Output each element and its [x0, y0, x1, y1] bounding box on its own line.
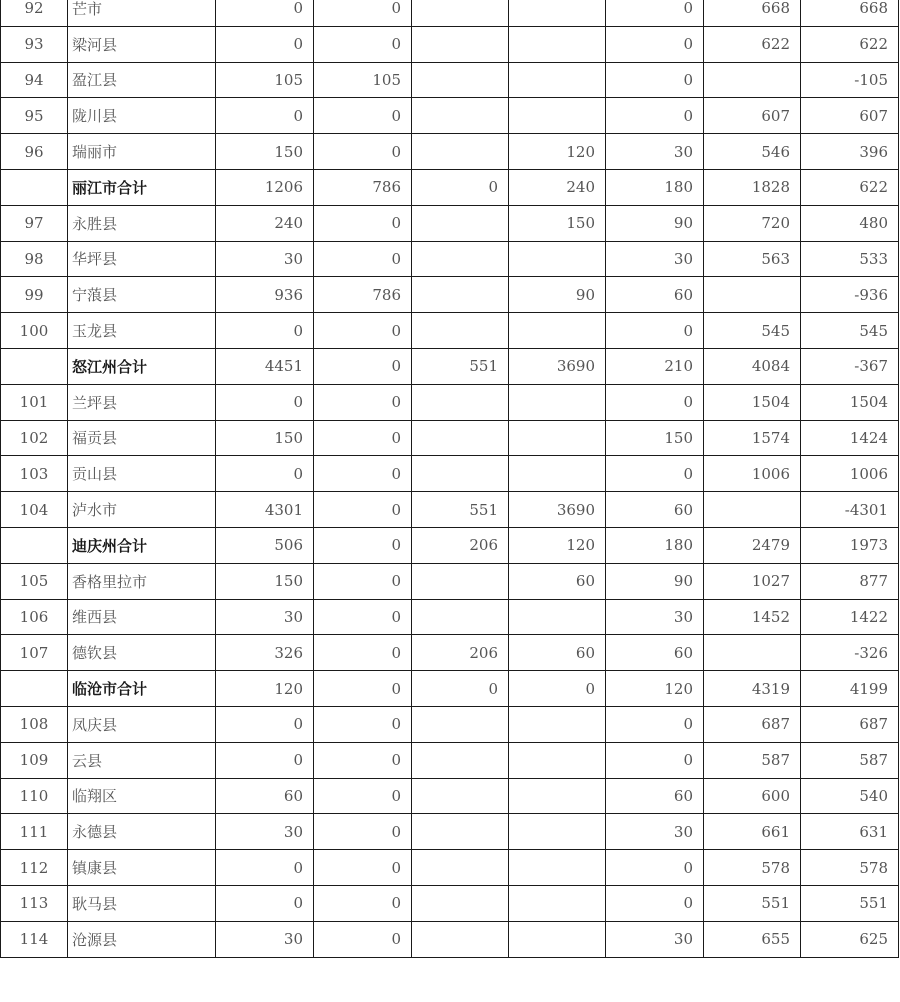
subtotal-row [1, 348, 899, 384]
value-cell: 0 [314, 0, 412, 26]
value-cell: 587 [801, 742, 899, 778]
value-cell: 551 [704, 885, 801, 921]
value-cell: 0 [606, 62, 704, 98]
value-cell: 720 [704, 205, 801, 241]
row-number-cell: 95 [1, 98, 68, 134]
row-number-cell [1, 169, 68, 205]
table-row [1, 599, 899, 635]
value-cell: 150 [216, 420, 314, 456]
subtotal-row [1, 671, 899, 707]
row-number-cell: 99 [1, 277, 68, 313]
row-number-cell: 110 [1, 778, 68, 814]
row-number-cell: 111 [1, 814, 68, 850]
value-cell: 105 [216, 62, 314, 98]
value-cell [509, 0, 606, 26]
value-cell: 120 [216, 671, 314, 707]
value-cell [412, 706, 509, 742]
subtotal-label-cell: 怒江州合计 [68, 348, 216, 384]
value-cell: 0 [412, 671, 509, 707]
value-cell: 563 [704, 241, 801, 277]
subtotal-label-cell: 迪庆州合计 [68, 527, 216, 563]
value-cell: 0 [314, 706, 412, 742]
value-cell [412, 742, 509, 778]
table-row [1, 0, 899, 26]
value-cell: 30 [216, 814, 314, 850]
value-cell: 622 [801, 26, 899, 62]
value-cell: 0 [314, 205, 412, 241]
value-cell: 120 [606, 671, 704, 707]
value-cell: 551 [412, 492, 509, 528]
value-cell: 600 [704, 778, 801, 814]
value-cell: 60 [216, 778, 314, 814]
value-cell: 60 [509, 563, 606, 599]
value-cell [509, 384, 606, 420]
value-cell [509, 98, 606, 134]
county-name-cell: 兰坪县 [68, 384, 216, 420]
value-cell: 60 [606, 778, 704, 814]
value-cell: 936 [216, 277, 314, 313]
value-cell: 0 [509, 671, 606, 707]
county-name-cell: 德钦县 [68, 635, 216, 671]
county-name-cell: 华坪县 [68, 241, 216, 277]
value-cell: 0 [216, 26, 314, 62]
value-cell [509, 456, 606, 492]
value-cell: 0 [216, 706, 314, 742]
value-cell: 0 [314, 563, 412, 599]
value-cell: 0 [314, 599, 412, 635]
value-cell [412, 850, 509, 886]
value-cell: 240 [216, 205, 314, 241]
value-cell: 545 [801, 313, 899, 349]
value-cell: 1828 [704, 169, 801, 205]
value-cell: 180 [606, 527, 704, 563]
value-cell: 0 [314, 492, 412, 528]
value-cell: 396 [801, 134, 899, 170]
value-cell: 0 [314, 384, 412, 420]
county-name-cell: 云县 [68, 742, 216, 778]
value-cell: 0 [314, 456, 412, 492]
value-cell: 0 [606, 313, 704, 349]
value-cell [509, 921, 606, 957]
table-row [1, 205, 899, 241]
value-cell [412, 778, 509, 814]
value-cell: 0 [216, 313, 314, 349]
value-cell [412, 599, 509, 635]
value-cell: 578 [801, 850, 899, 886]
county-name-cell: 维西县 [68, 599, 216, 635]
value-cell: 150 [509, 205, 606, 241]
row-number-cell [1, 348, 68, 384]
table-body [1, 0, 899, 957]
value-cell: 625 [801, 921, 899, 957]
value-cell: 210 [606, 348, 704, 384]
value-cell: 90 [606, 205, 704, 241]
value-cell: 622 [704, 26, 801, 62]
value-cell: 1574 [704, 420, 801, 456]
value-cell: 206 [412, 527, 509, 563]
value-cell: 0 [314, 885, 412, 921]
value-cell: 655 [704, 921, 801, 957]
value-cell: 150 [216, 134, 314, 170]
table-row [1, 277, 899, 313]
value-cell: 4301 [216, 492, 314, 528]
table-row [1, 814, 899, 850]
county-name-cell: 香格里拉市 [68, 563, 216, 599]
value-cell [412, 384, 509, 420]
row-number-cell: 103 [1, 456, 68, 492]
value-cell: 687 [801, 706, 899, 742]
table-row [1, 742, 899, 778]
value-cell: 30 [606, 814, 704, 850]
value-cell: 1206 [216, 169, 314, 205]
row-number-cell: 100 [1, 313, 68, 349]
value-cell: 687 [704, 706, 801, 742]
value-cell: 2479 [704, 527, 801, 563]
value-cell [412, 205, 509, 241]
value-cell [704, 62, 801, 98]
table-row [1, 492, 899, 528]
value-cell: 546 [704, 134, 801, 170]
value-cell [509, 241, 606, 277]
value-cell: 0 [216, 885, 314, 921]
value-cell: 1027 [704, 563, 801, 599]
value-cell [509, 814, 606, 850]
county-name-cell: 沧源县 [68, 921, 216, 957]
value-cell: 4451 [216, 348, 314, 384]
value-cell: 0 [314, 778, 412, 814]
value-cell [412, 885, 509, 921]
value-cell: 578 [704, 850, 801, 886]
value-cell: 30 [216, 599, 314, 635]
value-cell [412, 241, 509, 277]
value-cell: 0 [412, 169, 509, 205]
value-cell: 105 [314, 62, 412, 98]
value-cell: 3690 [509, 492, 606, 528]
value-cell: 0 [216, 384, 314, 420]
value-cell: 0 [314, 850, 412, 886]
value-cell: 60 [606, 277, 704, 313]
value-cell: 30 [216, 241, 314, 277]
value-cell: 150 [606, 420, 704, 456]
value-cell: 0 [216, 98, 314, 134]
value-cell: 786 [314, 169, 412, 205]
row-number-cell: 106 [1, 599, 68, 635]
value-cell: 120 [509, 134, 606, 170]
value-cell: 0 [606, 706, 704, 742]
value-cell: 0 [314, 527, 412, 563]
table-row [1, 98, 899, 134]
value-cell: 30 [606, 599, 704, 635]
table-row [1, 62, 899, 98]
row-number-cell: 97 [1, 205, 68, 241]
value-cell: 0 [314, 635, 412, 671]
county-name-cell: 宁蒗县 [68, 277, 216, 313]
county-name-cell: 玉龙县 [68, 313, 216, 349]
value-cell: -936 [801, 277, 899, 313]
value-cell: 0 [606, 384, 704, 420]
value-cell: 0 [216, 0, 314, 26]
value-cell [509, 26, 606, 62]
value-cell: 0 [314, 313, 412, 349]
value-cell: 240 [509, 169, 606, 205]
value-cell [509, 313, 606, 349]
county-name-cell: 瑞丽市 [68, 134, 216, 170]
value-cell: 1504 [704, 384, 801, 420]
row-number-cell: 114 [1, 921, 68, 957]
value-cell: 551 [801, 885, 899, 921]
row-number-cell: 96 [1, 134, 68, 170]
value-cell: 0 [314, 241, 412, 277]
value-cell: 0 [216, 850, 314, 886]
county-name-cell: 梁河县 [68, 26, 216, 62]
county-name-cell: 镇康县 [68, 850, 216, 886]
value-cell: 0 [314, 26, 412, 62]
row-number-cell: 105 [1, 563, 68, 599]
value-cell: 150 [216, 563, 314, 599]
value-cell: 1504 [801, 384, 899, 420]
value-cell [509, 742, 606, 778]
county-name-cell: 福贡县 [68, 420, 216, 456]
table-row [1, 635, 899, 671]
value-cell: 120 [509, 527, 606, 563]
row-number-cell: 92 [1, 0, 68, 26]
value-cell [704, 635, 801, 671]
county-name-cell: 芒市 [68, 0, 216, 26]
value-cell: 0 [314, 671, 412, 707]
table-row [1, 563, 899, 599]
value-cell: 668 [801, 0, 899, 26]
table-row [1, 313, 899, 349]
value-cell: 0 [606, 850, 704, 886]
row-number-cell [1, 671, 68, 707]
value-cell: 0 [216, 742, 314, 778]
table-row [1, 850, 899, 886]
value-cell [412, 98, 509, 134]
value-cell: -4301 [801, 492, 899, 528]
row-number-cell: 101 [1, 384, 68, 420]
value-cell: -105 [801, 62, 899, 98]
value-cell [509, 599, 606, 635]
subtotal-label-cell: 临沧市合计 [68, 671, 216, 707]
table-row [1, 706, 899, 742]
value-cell: 622 [801, 169, 899, 205]
value-cell: 1452 [704, 599, 801, 635]
row-number-cell: 98 [1, 241, 68, 277]
value-cell: 180 [606, 169, 704, 205]
county-name-cell: 盈江县 [68, 62, 216, 98]
value-cell: 877 [801, 563, 899, 599]
value-cell [412, 456, 509, 492]
county-name-cell: 永德县 [68, 814, 216, 850]
value-cell: 0 [606, 456, 704, 492]
value-cell [412, 0, 509, 26]
value-cell: 30 [606, 134, 704, 170]
value-cell: 60 [606, 635, 704, 671]
table-row [1, 420, 899, 456]
value-cell [509, 885, 606, 921]
value-cell: 326 [216, 635, 314, 671]
value-cell: 4084 [704, 348, 801, 384]
value-cell: 0 [314, 134, 412, 170]
value-cell: 0 [314, 98, 412, 134]
subtotal-row [1, 527, 899, 563]
value-cell: 0 [314, 348, 412, 384]
value-cell [412, 563, 509, 599]
value-cell: 0 [606, 0, 704, 26]
row-number-cell: 94 [1, 62, 68, 98]
value-cell [412, 277, 509, 313]
value-cell [509, 706, 606, 742]
value-cell: 30 [606, 921, 704, 957]
value-cell: 1424 [801, 420, 899, 456]
value-cell: 4199 [801, 671, 899, 707]
county-name-cell: 临翔区 [68, 778, 216, 814]
value-cell: 1006 [704, 456, 801, 492]
table-row [1, 134, 899, 170]
county-name-cell: 泸水市 [68, 492, 216, 528]
value-cell: 607 [801, 98, 899, 134]
table-row [1, 921, 899, 957]
value-cell [509, 62, 606, 98]
value-cell: 0 [314, 742, 412, 778]
value-cell: 533 [801, 241, 899, 277]
value-cell: -326 [801, 635, 899, 671]
row-number-cell: 102 [1, 420, 68, 456]
value-cell [412, 814, 509, 850]
value-cell: 506 [216, 527, 314, 563]
row-number-cell: 104 [1, 492, 68, 528]
subtotal-row [1, 169, 899, 205]
subtotal-label-cell: 丽江市合计 [68, 169, 216, 205]
value-cell: 786 [314, 277, 412, 313]
value-cell: 1006 [801, 456, 899, 492]
value-cell: 60 [509, 635, 606, 671]
county-name-cell: 贡山县 [68, 456, 216, 492]
value-cell: 0 [606, 98, 704, 134]
value-cell [412, 921, 509, 957]
county-name-cell: 耿马县 [68, 885, 216, 921]
value-cell: 668 [704, 0, 801, 26]
value-cell: 90 [509, 277, 606, 313]
value-cell: 0 [606, 742, 704, 778]
row-number-cell: 107 [1, 635, 68, 671]
value-cell: 90 [606, 563, 704, 599]
county-name-cell: 永胜县 [68, 205, 216, 241]
row-number-cell: 112 [1, 850, 68, 886]
table-row [1, 26, 899, 62]
row-number-cell: 93 [1, 26, 68, 62]
row-number-cell: 109 [1, 742, 68, 778]
value-cell: 0 [314, 921, 412, 957]
value-cell [704, 492, 801, 528]
value-cell [412, 420, 509, 456]
row-number-cell: 113 [1, 885, 68, 921]
value-cell [509, 420, 606, 456]
table-row [1, 778, 899, 814]
value-cell: 0 [314, 814, 412, 850]
value-cell: 30 [216, 921, 314, 957]
value-cell: 4319 [704, 671, 801, 707]
value-cell: 0 [606, 885, 704, 921]
value-cell: 607 [704, 98, 801, 134]
value-cell: 540 [801, 778, 899, 814]
value-cell: 0 [606, 26, 704, 62]
value-cell: 3690 [509, 348, 606, 384]
value-cell [412, 26, 509, 62]
value-cell: 480 [801, 205, 899, 241]
value-cell [509, 778, 606, 814]
row-number-cell [1, 527, 68, 563]
value-cell [412, 313, 509, 349]
row-number-cell: 108 [1, 706, 68, 742]
county-name-cell: 陇川县 [68, 98, 216, 134]
value-cell: 60 [606, 492, 704, 528]
value-cell [704, 277, 801, 313]
value-cell [509, 850, 606, 886]
value-cell: 206 [412, 635, 509, 671]
value-cell: 30 [606, 241, 704, 277]
table-row [1, 384, 899, 420]
table-row [1, 241, 899, 277]
value-cell: 631 [801, 814, 899, 850]
value-cell: -367 [801, 348, 899, 384]
value-cell: 0 [314, 420, 412, 456]
value-cell: 0 [216, 456, 314, 492]
value-cell [412, 134, 509, 170]
value-cell: 545 [704, 313, 801, 349]
value-cell: 587 [704, 742, 801, 778]
table-row [1, 885, 899, 921]
value-cell: 1422 [801, 599, 899, 635]
county-name-cell: 凤庆县 [68, 706, 216, 742]
value-cell: 551 [412, 348, 509, 384]
value-cell [412, 62, 509, 98]
value-cell: 661 [704, 814, 801, 850]
table-row [1, 456, 899, 492]
value-cell: 1973 [801, 527, 899, 563]
